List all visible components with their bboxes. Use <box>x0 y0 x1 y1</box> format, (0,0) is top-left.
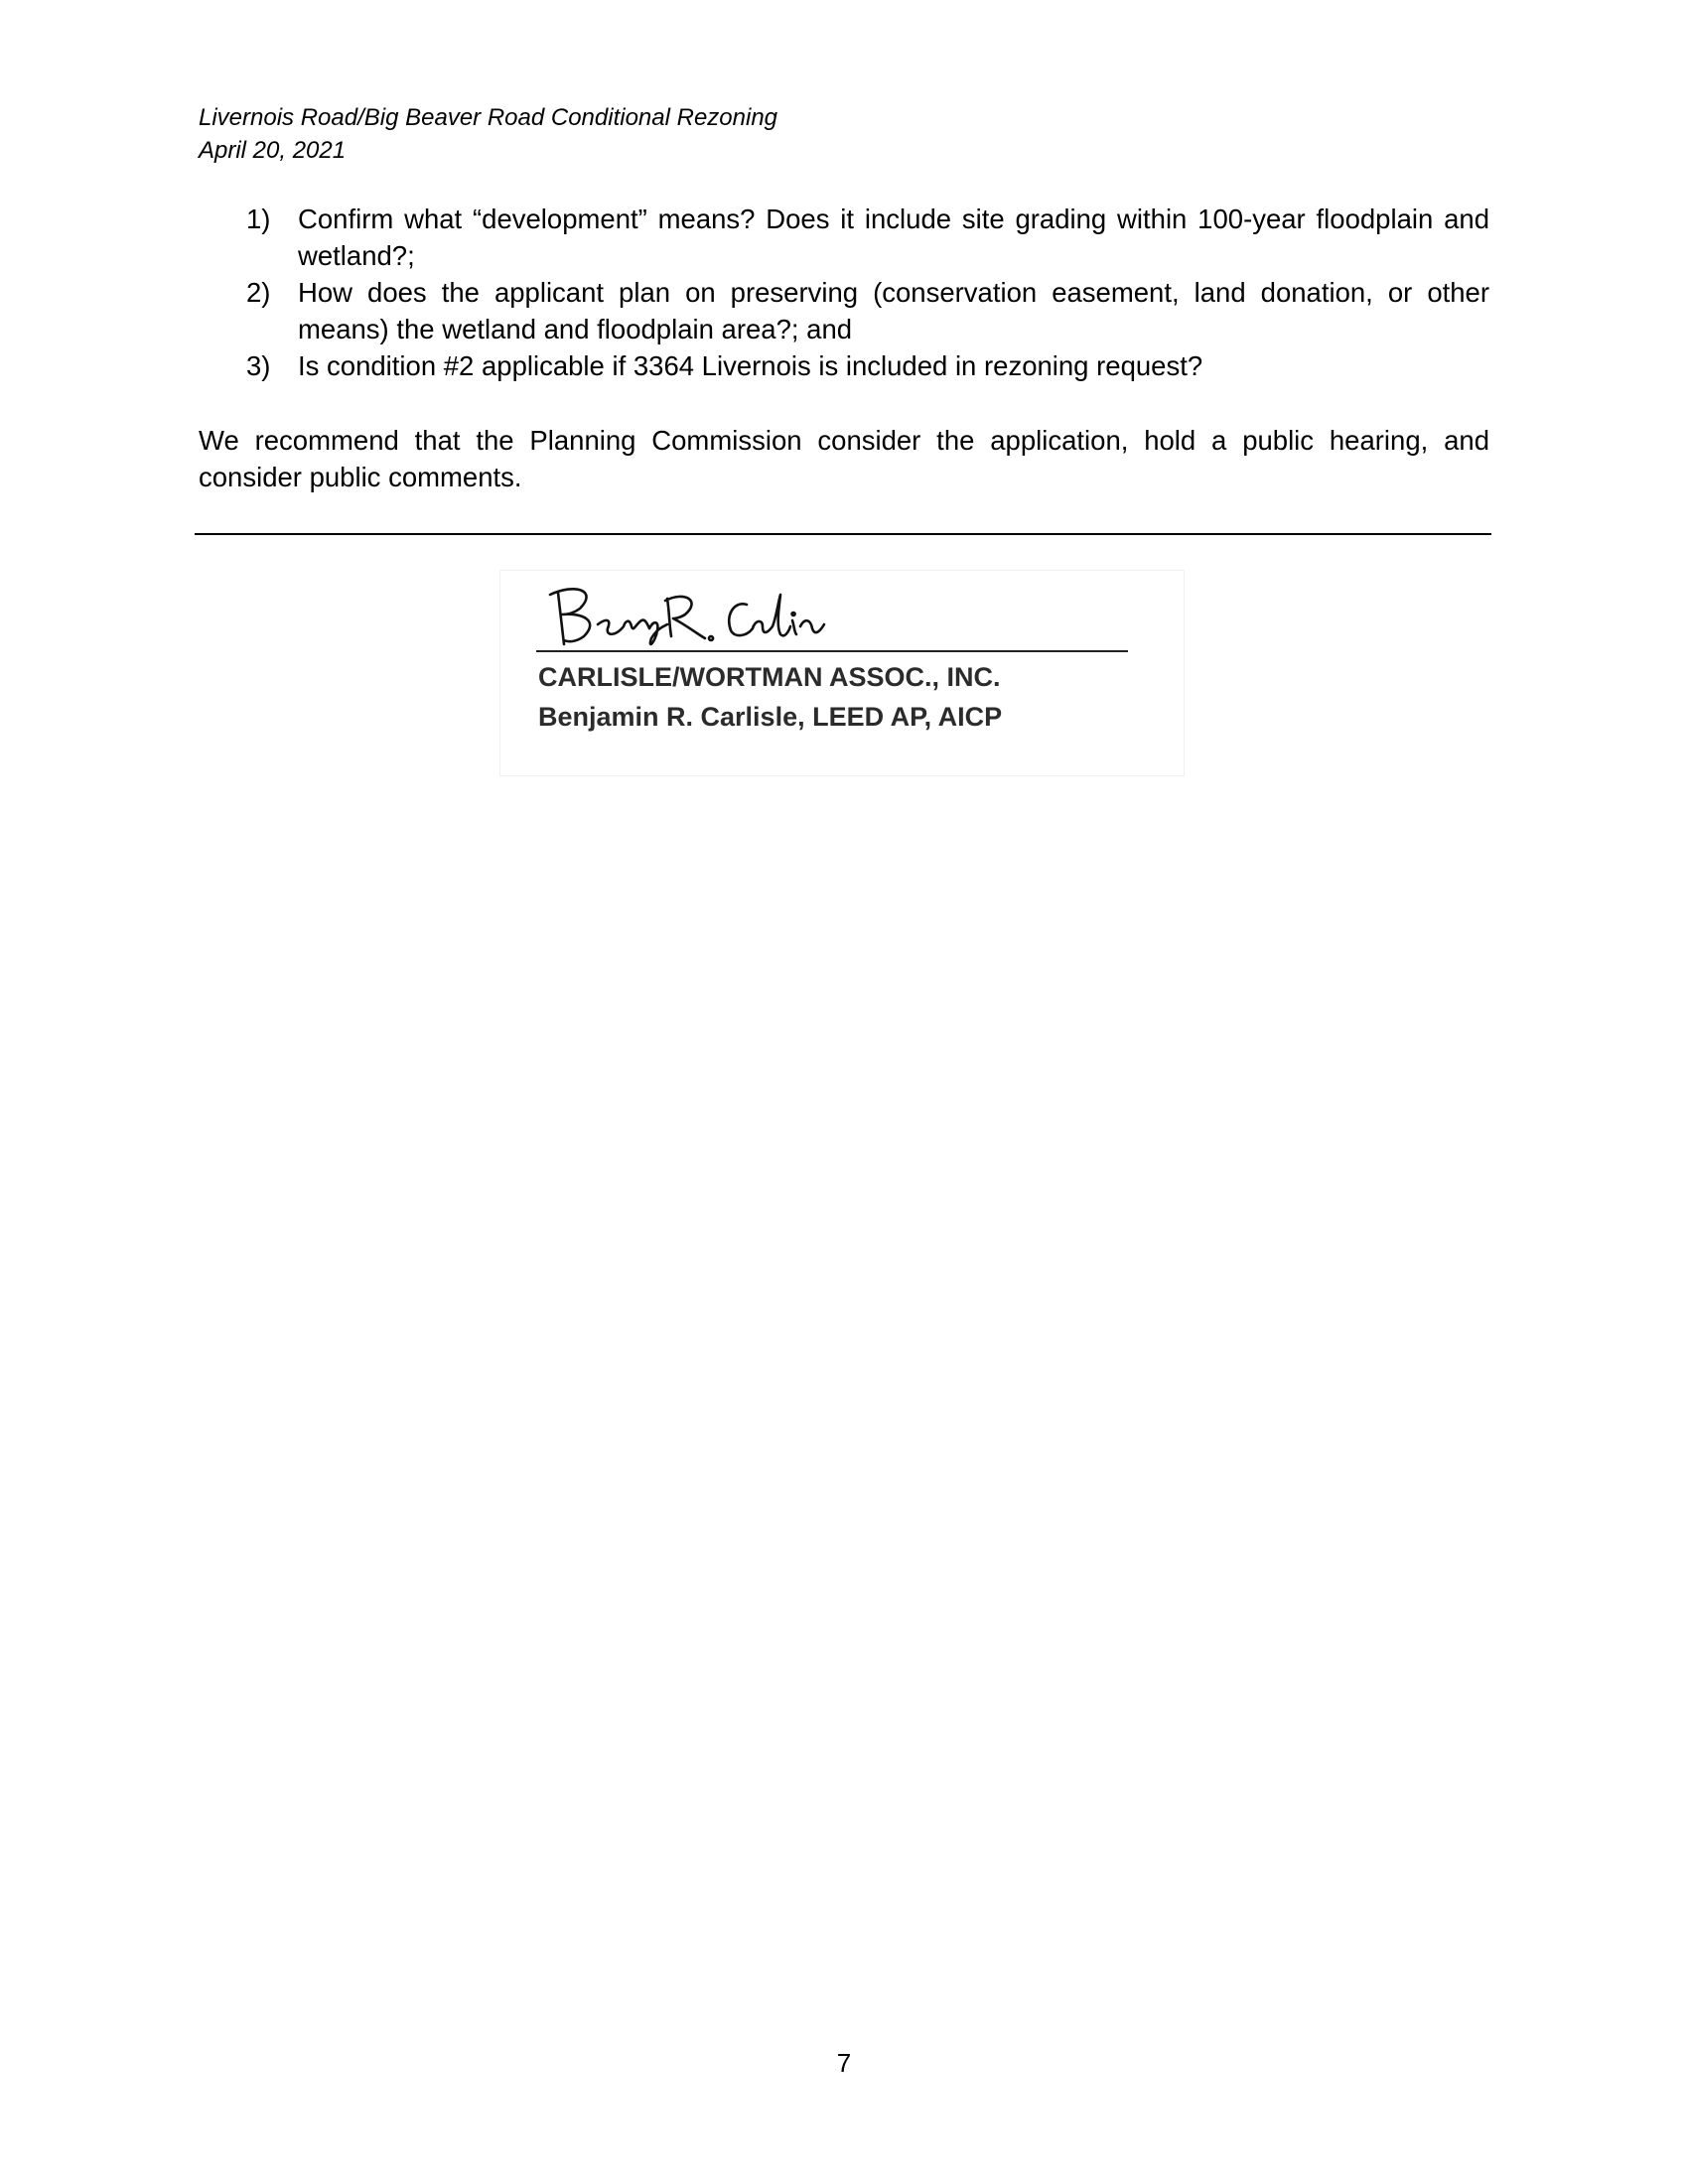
question-text: Is condition #2 applicable if 3364 Livernois is included in rezoning request? <box>298 350 1203 381</box>
signature-block <box>499 570 1185 776</box>
signature-line <box>536 650 1128 652</box>
header-title: Livernois Road/Big Beaver Road Conditional Rezoning <box>199 104 778 131</box>
question-item <box>246 201 1489 274</box>
page-header <box>199 101 777 167</box>
signature-person: Benjamin R. Carlisle, LEED AP, AICP <box>538 702 1003 732</box>
page-number: 7 <box>836 2048 852 2078</box>
handwritten-signature <box>536 581 834 650</box>
recommendation-paragraph: We recommend that the Planning Commission consider the application, hold a public hearing, and consider public comments. <box>199 425 1489 492</box>
horizontal-divider <box>195 533 1491 535</box>
question-number: 2) <box>246 277 271 308</box>
question-item <box>246 274 1489 347</box>
header-date: April 20, 2021 <box>199 137 347 164</box>
question-list <box>246 201 1489 384</box>
question-number: 1) <box>246 204 271 234</box>
question-item <box>246 347 1489 384</box>
signature-firm: CARLISLE/WORTMAN ASSOC., INC. <box>538 662 1001 692</box>
question-text: Confirm what “development” means? Does it include site grading within 100-year floodplain and wetland?; <box>298 204 1489 271</box>
question-number: 3) <box>246 350 271 381</box>
question-text: How does the applicant plan on preserving (conservation easement, land donation, or other means) the wetland and floodplain area?; and <box>298 277 1489 344</box>
